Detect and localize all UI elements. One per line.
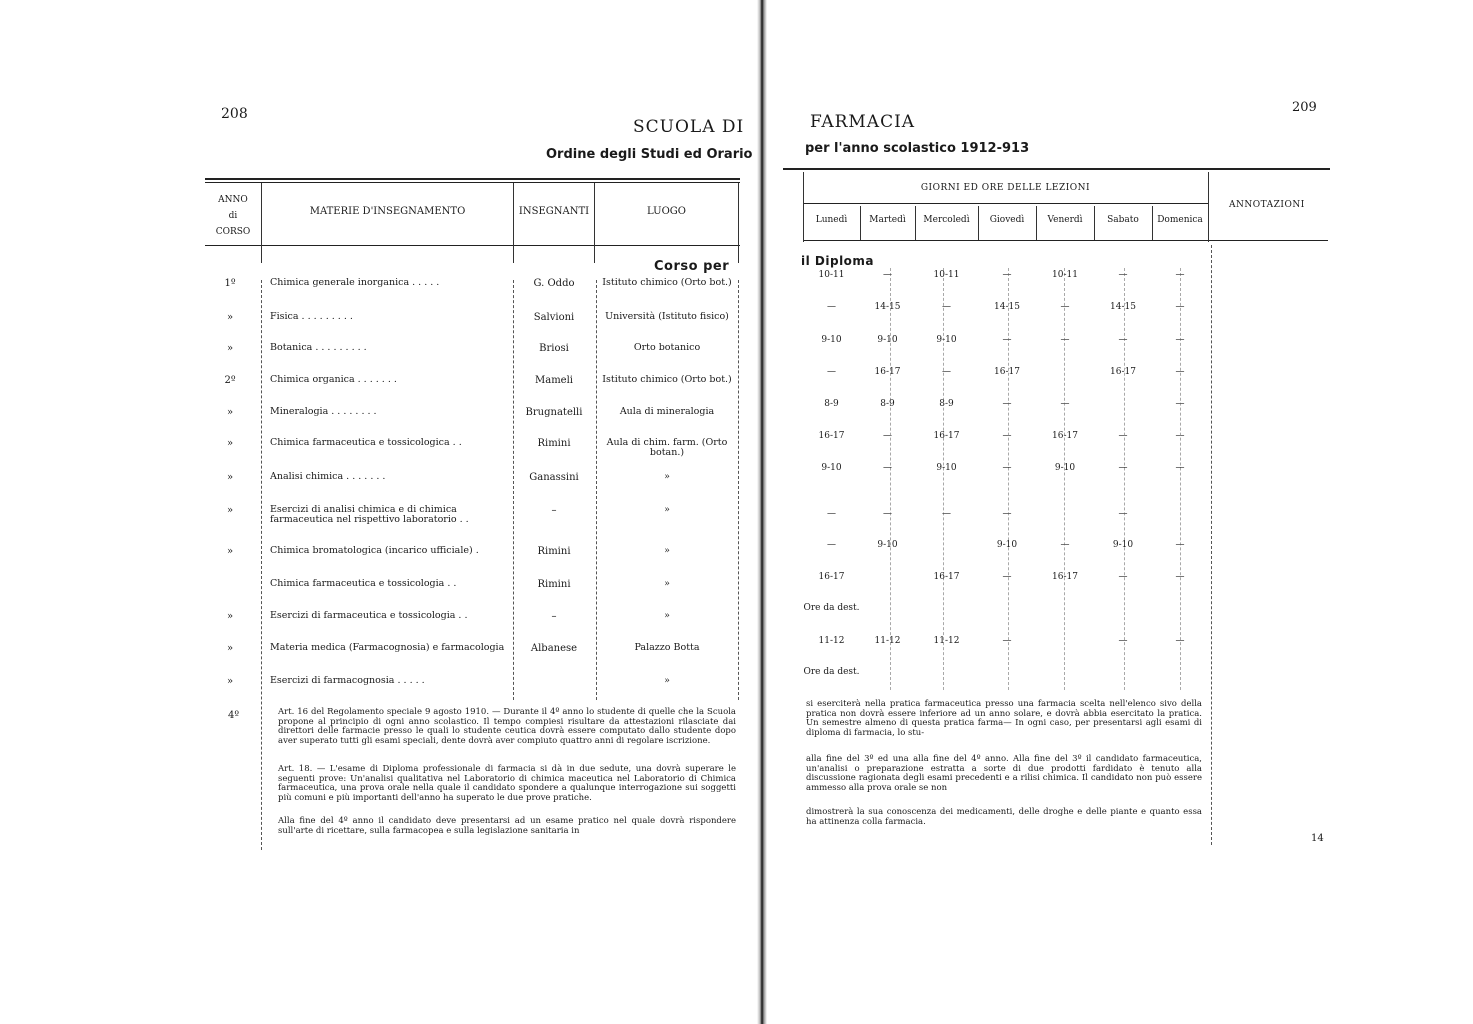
row-insegnante: Rimini	[537, 546, 571, 557]
row-luogo: Istituto chimico (Orto bot.)	[602, 374, 732, 385]
schedule-cell: —	[942, 509, 951, 519]
schedule-divider	[1180, 268, 1181, 690]
row-luogo: »	[664, 578, 670, 589]
schedule-cell: —	[1002, 572, 1012, 582]
schedule-cell: 14-15	[874, 302, 901, 312]
row-luogo: »	[664, 471, 670, 482]
header-luogo: LUOGO	[647, 206, 686, 217]
schedule-cell: —	[1118, 509, 1128, 519]
row-anno: »	[226, 505, 234, 516]
schedule-cell: —	[827, 367, 836, 377]
row-materia: Analisi chimica . . . . . . .	[270, 472, 386, 482]
row-anno: »	[226, 546, 234, 557]
day-header: Venerdì	[1047, 215, 1083, 225]
schedule-cell: —	[1118, 572, 1128, 582]
schedule-cell: —	[883, 509, 892, 519]
schedule-divider	[1124, 268, 1125, 690]
schedule-cell: Ore da dest.	[803, 603, 860, 613]
row-insegnante: –	[551, 505, 557, 516]
header-rule-thin	[205, 182, 740, 183]
schedule-cell: —	[942, 302, 951, 312]
schedule-cell: —	[1002, 335, 1012, 345]
schedule-cell: —	[1060, 335, 1070, 345]
schedule-cell: 10-11	[1052, 270, 1078, 280]
schedule-cell: —	[883, 431, 892, 441]
day-header: Domenica	[1157, 215, 1203, 225]
schedule-cell: —	[1175, 431, 1185, 441]
row-materia: Fisica . . . . . . . . .	[270, 312, 353, 322]
row-materia: Mineralogia . . . . . . . .	[270, 407, 377, 417]
row-materia: Esercizi di farmacognosia . . . . .	[270, 676, 425, 686]
schedule-cell: 16-17	[818, 572, 845, 582]
section-label-left: Corso per	[654, 259, 730, 274]
row-insegnante: Salvioni	[533, 312, 575, 323]
header-rule	[205, 178, 740, 180]
book-gutter	[757, 0, 767, 1024]
schedule-cell: —	[1175, 463, 1185, 473]
schedule-cell: 16-17	[874, 367, 901, 377]
schedule-cell: —	[1118, 431, 1128, 441]
row-insegnante: –	[551, 611, 557, 622]
day-header: Mercoledì	[923, 215, 970, 225]
row-anno: »	[226, 438, 234, 449]
schedule-divider	[890, 268, 891, 690]
schedule-cell: —	[1002, 463, 1012, 473]
left-page-number: 208	[221, 106, 248, 122]
schedule-cell: 9-10	[821, 463, 842, 473]
right-footnote-2: alla fine del 3º ed una alla fine del 4º anno. Alla fine del 3º il candidato farmaceutica, un'analisi o preparazione estratta a sorte di due prodotti fardidato è tenuto alla discussione ragionata degli esami precedenti e a rilisi chimica. Il candidato non può essere ammesso alla prova orale se non	[806, 754, 1202, 793]
schedule-cell: —	[1060, 399, 1070, 409]
schedule-cell: —	[1002, 636, 1012, 646]
schedule-cell: —	[827, 302, 836, 312]
schedule-cell: 9-10	[936, 335, 957, 345]
header-insegnanti: INSEGNANTI	[518, 206, 590, 217]
schedule-cell: —	[883, 463, 892, 473]
schedule-cell: 16-17	[933, 431, 960, 441]
schedule-cell: 9-10	[877, 335, 898, 345]
schedule-cell: —	[827, 540, 836, 550]
right-page-title: FARMACIA	[810, 112, 916, 132]
day-divider	[915, 206, 916, 240]
schedule-cell: 14-15	[1110, 302, 1136, 312]
schedule-cell: —	[1060, 540, 1070, 550]
row-insegnante: Rimini	[537, 579, 571, 590]
schedule-cell: 16-17	[1052, 572, 1078, 582]
row-anno: »	[226, 643, 234, 654]
day-header: Giovedì	[989, 215, 1025, 225]
left-page-title: SCUOLA DI	[633, 117, 745, 137]
schedule-cell: —	[1175, 572, 1185, 582]
schedule-cell: —	[1002, 431, 1012, 441]
col-divider	[513, 183, 514, 263]
schedule-cell: 9-10	[877, 540, 898, 550]
right-footnote-3: dimostrerà la sua conoscenza dei medicamenti, delle droghe e delle piante e quanto essa ha attinenza colla farmacia.	[806, 807, 1202, 827]
row-anno: »	[226, 312, 234, 323]
schedule-cell: —	[1118, 335, 1128, 345]
schedule-divider	[943, 268, 944, 690]
row-insegnante: Albanese	[530, 643, 578, 654]
row-insegnante: Briosi	[539, 343, 569, 354]
schedule-cell: —	[1175, 367, 1185, 377]
day-divider	[860, 206, 861, 240]
signature-mark: 14	[1311, 833, 1324, 844]
left-footnote-2: Art. 18. — L'esame di Diploma professionale di farmacia si dà in due sedute, una dovrà superare le seguenti prove: Un'analisi qualitativa nel Laboratorio di chimica maceutica nel Laboratorio di Chimica farmaceutica, una prova orale nella quale il candidato spondere a qualunque interrogazione sui soggetti più comuni e più importanti dell'anno ha superato le due prove pratiche.	[278, 764, 736, 803]
day-header: Martedì	[869, 215, 906, 225]
schedule-cell: —	[1002, 509, 1012, 519]
schedule-cell: —	[827, 509, 836, 519]
right-page-number: 209	[1292, 100, 1317, 115]
schedule-cell: —	[1118, 270, 1128, 280]
col-divider	[594, 183, 595, 263]
row-insegnante: Brugnatelli	[525, 407, 583, 418]
row-anno: 2º	[224, 375, 236, 386]
schedule-cell: —	[1175, 636, 1185, 646]
row-anno: »	[226, 676, 234, 687]
section-label-right: il Diploma	[801, 254, 875, 268]
row-materia: Esercizi di analisi chimica e di chimica farmaceutica nel rispettivo laboratorio . .	[270, 505, 469, 525]
schedule-cell: —	[1175, 540, 1185, 550]
schedule-cell: 11-12	[818, 636, 845, 646]
day-header: Lunedì	[815, 215, 848, 225]
schedule-cell: 9-10	[1112, 540, 1134, 550]
row-luogo: »	[664, 545, 670, 556]
schedule-divider	[1064, 268, 1065, 690]
schedule-cell: 16-17	[1052, 431, 1078, 441]
left-footnote-3: Alla fine del 4º anno il candidato deve presentarsi ad un esame pratico nel quale dovrà rispondere sull'arte di ricettare, sulla farmacopea e sulla legislazione sanitaria in	[278, 816, 736, 836]
schedule-cell: 9-10	[936, 463, 957, 473]
row-materia: Esercizi di farmaceutica e tossicologia . .	[270, 611, 468, 621]
row-anno: »	[226, 407, 234, 418]
row-insegnante: Mameli	[535, 375, 573, 386]
group-header: GIORNI ED ORE DELLE LEZIONI	[920, 183, 1091, 193]
schedule-cell: —	[1175, 399, 1185, 409]
right-header-bottom-rule	[803, 240, 1328, 241]
day-header: Sabato	[1107, 215, 1139, 225]
row-anno: »	[226, 343, 234, 354]
schedule-cell: 10-11	[818, 270, 845, 280]
schedule-cell: —	[1002, 399, 1012, 409]
footnote-anno: 4º	[228, 710, 240, 721]
schedule-cell: 9-10	[821, 335, 842, 345]
row-luogo: Istituto chimico (Orto bot.)	[602, 277, 732, 288]
schedule-cell: 9-10	[1054, 463, 1076, 473]
row-insegnante: Ganassini	[529, 472, 579, 483]
schedule-cell: —	[1175, 335, 1185, 345]
schedule-cell: 11-12	[874, 636, 901, 646]
schedule-cell: 11-12	[933, 636, 960, 646]
row-luogo: »	[664, 610, 670, 621]
group-header-rule	[803, 203, 1208, 204]
col-divider	[738, 183, 739, 263]
row-materia: Chimica bromatologica (incarico ufficiale) .	[270, 546, 479, 556]
row-materia: Botanica . . . . . . . . .	[270, 343, 367, 353]
row-materia: Chimica organica . . . . . . .	[270, 375, 397, 385]
schedule-cell: —	[942, 367, 951, 377]
row-luogo: »	[664, 504, 670, 515]
schedule-cell: 16-17	[994, 367, 1020, 377]
day-divider	[1094, 206, 1095, 240]
row-luogo: Orto botanico	[633, 342, 701, 353]
right-page-subtitle: per l'anno scolastico 1912-913	[805, 141, 1030, 156]
header-bottom-rule	[205, 245, 740, 246]
row-anno: 1º	[224, 278, 236, 289]
row-luogo: Università (Istituto fisico)	[605, 311, 729, 322]
row-insegnante: Rimini	[537, 438, 571, 449]
day-divider	[1152, 206, 1153, 240]
schedule-cell: 14-15	[994, 302, 1020, 312]
row-luogo: »	[664, 675, 670, 686]
row-luogo: Palazzo Botta	[634, 642, 700, 653]
schedule-divider	[1008, 268, 1009, 690]
schedule-cell: —	[1002, 270, 1012, 280]
annotazioni-header: ANNOTAZIONI	[1229, 200, 1305, 210]
schedule-cell: 8-9	[939, 399, 954, 409]
row-anno: »	[226, 472, 234, 483]
row-materia: Chimica farmaceutica e tossicologia . .	[270, 579, 457, 589]
left-footnote-1: Art. 16 del Regolamento speciale 9 agosto 1910. — Durante il 4º anno lo studente di quelle che la Scuola propone al principio di ogni anno scolastico. Il tempo compiesi risultare da attestazioni rilasciate dai direttori delle farmacie presso le quali lo studente ceutica dovrà essere computato dallo studente dopo aver superato tutti gli esami speciali, dente dovrà aver compiuto quattro anni di regolare iscrizione.	[278, 707, 736, 746]
schedule-cell: 10-11	[933, 270, 960, 280]
header-anno: ANNO di CORSO	[215, 195, 251, 237]
annotazioni-divider	[1211, 245, 1212, 845]
col-divider	[1208, 172, 1209, 242]
left-page-subtitle: Ordine degli Studi ed Orario	[546, 147, 753, 162]
right-header-rule	[783, 168, 1330, 170]
day-divider	[978, 206, 979, 240]
schedule-cell: 16-17	[818, 431, 845, 441]
row-materia: Chimica generale inorganica . . . . .	[270, 278, 440, 288]
row-luogo: Aula di chim. farm. (Orto botan.)	[606, 437, 728, 458]
schedule-cell: —	[1175, 270, 1185, 280]
row-insegnante: G. Oddo	[533, 278, 575, 289]
row-anno: »	[226, 611, 234, 622]
schedule-cell: —	[1118, 636, 1128, 646]
row-materia: Chimica farmaceutica e tossicologica . .	[270, 438, 462, 448]
schedule-cell: —	[1118, 463, 1128, 473]
body-divider	[261, 280, 262, 850]
schedule-cell: 16-17	[1110, 367, 1136, 377]
schedule-cell: 8-9	[880, 399, 895, 409]
day-divider	[1036, 206, 1037, 240]
schedule-cell: 8-9	[824, 399, 839, 409]
schedule-cell: —	[883, 270, 892, 280]
row-materia: Materia medica (Farmacognosia) e farmacologia	[270, 643, 505, 653]
body-divider	[738, 280, 739, 700]
header-materie: MATERIE D'INSEGNAMENTO	[309, 206, 466, 217]
right-footnote-1: si eserciterà nella pratica farmaceutica presso una farmacia scelta nell'elenco sivo della pratica non dovrà essere inferiore ad un anno solare, e dovrà abbia esercitato la pratica. Un semestre almeno di questa pratica farma— In ogni caso, per presentarsi agli esami di diploma di farmacia, lo stu-	[806, 699, 1202, 738]
row-luogo: Aula di mineralogia	[619, 406, 715, 417]
schedule-cell: —	[1060, 302, 1070, 312]
body-divider	[596, 280, 597, 700]
schedule-cell: —	[1175, 302, 1185, 312]
col-divider	[261, 183, 262, 263]
schedule-cell: Ore da dest.	[803, 667, 860, 677]
schedule-cell: 9-10	[996, 540, 1018, 550]
schedule-cell: 16-17	[933, 572, 960, 582]
